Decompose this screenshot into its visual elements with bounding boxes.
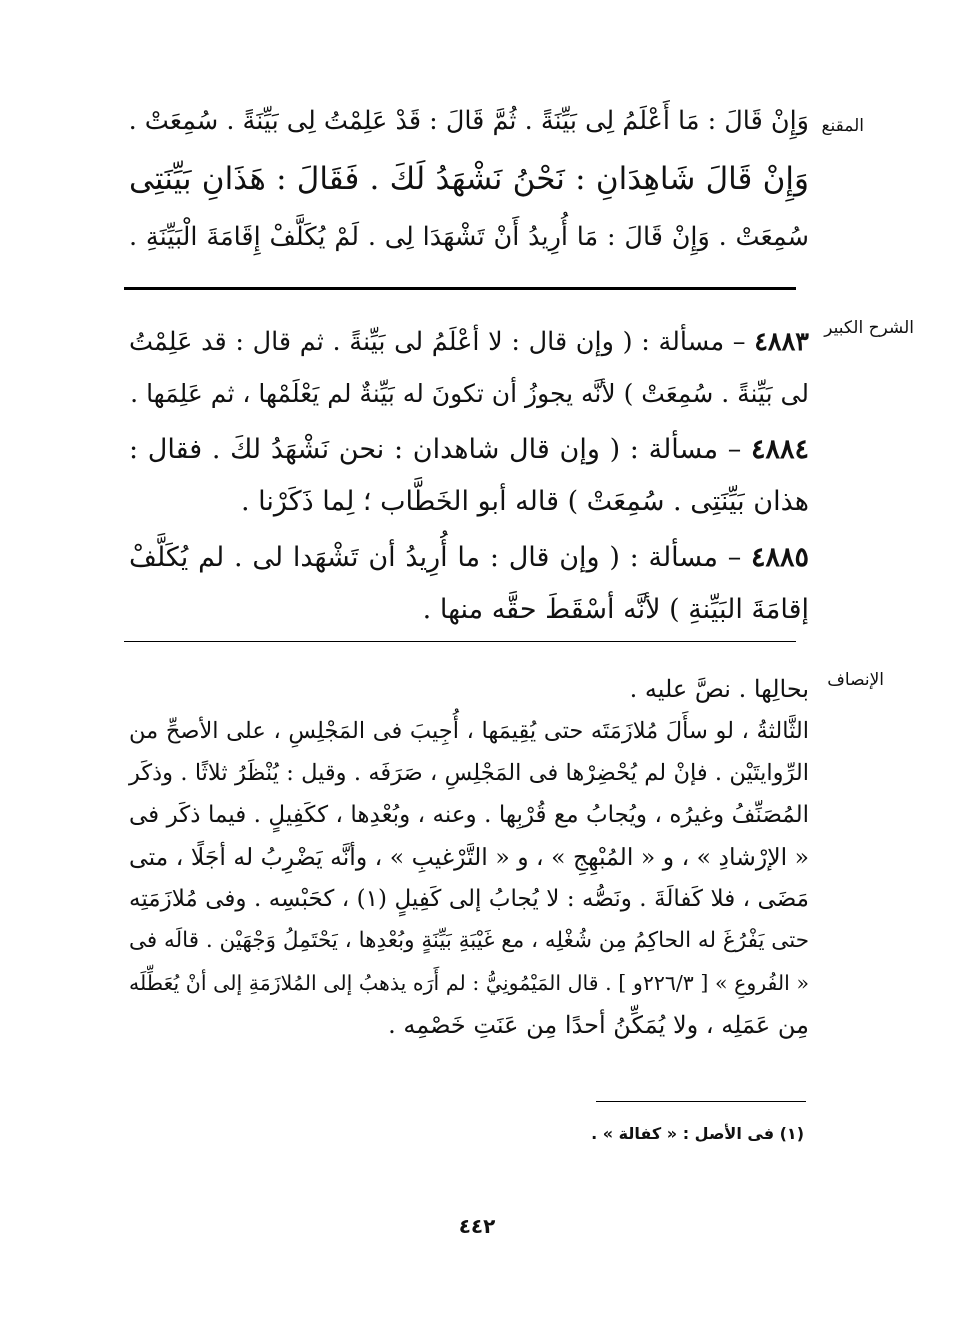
footnote: (١) فى الأصل : « كفالة » . bbox=[591, 1124, 804, 1143]
masala-line: إقامَةَ البَيِّنةِ ) لأنَّه أسْقَطَ حقَّه منها . bbox=[422, 594, 809, 625]
masala-4884 bbox=[129, 424, 809, 528]
masala-4885 bbox=[129, 532, 809, 636]
insaf-line: المُصَنِّفُ وغيرُه ، ويُجابُ مع قُرْبِها . وعنه ، وبُعْدِها ، ككَفِيلٍ . فيما ذكَر فى bbox=[129, 802, 809, 828]
section-divider-thin bbox=[124, 641, 796, 642]
muqni-line: وَإِنْ قَالَ شَاهِدَانِ : نَحْنُ نَشْهَدُ لَكَ . فَقَالَ : هَذَانِ بَيِّنَتِى bbox=[129, 161, 809, 197]
insaf-text bbox=[129, 668, 809, 1046]
insaf-line: « الفُروعِ » [ ٢٢٦/٣و ] . قال المَيْمُونِيُّ : لم أَرَه يذهبُ إلى المُلازَمَةِ إلى أنْ يُعَطِّلَه bbox=[129, 971, 810, 995]
sharh-text bbox=[129, 312, 809, 636]
insaf-line: « الإرْشادِ » ، و « المُبْهِجِ » ، و « التَّرْغيبِ » ، وأنَّه يَضْرِبُ له أجَلًا ، متى bbox=[129, 843, 809, 871]
label-sharh: الشرح الكبير bbox=[824, 318, 914, 338]
muqni-text bbox=[129, 92, 809, 266]
masala-number: ٤٨٨٤ bbox=[750, 434, 809, 465]
page-number: ٤٤٢ bbox=[458, 1214, 496, 1238]
masala-line: لى بَيِّنةً . سُمِعَتْ ) لأنَّه يجوزُ أن تكونَ له بَيِّنةٌ لم يَعْلَمْها ، ثم عَلِمَها . bbox=[130, 379, 809, 408]
insaf-line: مِن عَمَلِه ، ولا يُمَكِّنُ أحدًا مِن عَنَتِ خَصْمِه . bbox=[388, 1011, 809, 1039]
insaf-line: الرِّوايتَيْن . فإنْ لم يُحْضِرْها فى المَجْلِسِ ، صَرَفَه . وقيل : يُنْظَرُ ثلاثًا . وذكَر bbox=[129, 760, 809, 786]
insaf-line: مَضَى ، فلا كَفالَةَ . ونَصُّه : لا يُجابُ إلى كَفِيلٍ (١) ، كحَبْسِه . وفى مُلازَمَتِه bbox=[129, 886, 809, 912]
muqni-line: سُمِعَتْ . وَإِنْ قَالَ : مَا أُرِيدُ أَنْ تَشْهَدَا لِى . لَمْ يُكَلَّفْ إِقَامَةَ الْبَيِّنَةِ . bbox=[129, 222, 809, 252]
insaf-line: حتى يَفْرُغَ له الحاكِمُ مِن شُغْلِه ، مع غَيْبَةِ بَيِّنَةٍ وبُعْدِها ، يَحْتَمِلُ وَجْهَيْن . قالَه فى bbox=[129, 928, 809, 953]
masala-line: – مسألة : ( وإن قال : لا أعْلَمُ لى بَيِّنةً . ثم قال : قد عَلِمْتُ bbox=[129, 327, 746, 357]
label-muqni: المقنع bbox=[821, 116, 864, 136]
muqni-line: وَإِنْ قَالَ : مَا أَعْلَمُ لِى بَيِّنَةً . ثُمَّ قَالَ : قَدْ عَلِمْتُ لِى بَيِّنَةً . سُمِعَتْ . bbox=[128, 106, 809, 136]
section-divider-thick bbox=[124, 287, 796, 290]
insaf-line: الثَّالثةُ ، لو سأَلَ مُلازَمَتَه حتى يُقِيمَها ، أُجِيبَ فى المَجْلِسِ ، على الأصحِّ من bbox=[129, 718, 809, 744]
masala-line: – مسألة : ( وإن قال شاهدان : نحن نَشْهَدُ لكَ . فقال : bbox=[129, 434, 742, 465]
insaf-line: بحالِها . نصَّ عليه . bbox=[629, 675, 809, 703]
footnote-separator bbox=[596, 1101, 806, 1102]
label-insaf: الإنصاف bbox=[827, 670, 884, 690]
masala-4883 bbox=[129, 316, 809, 420]
masala-number: ٤٨٨٥ bbox=[750, 542, 809, 573]
masala-line: – مسألة : ( وإن قال : ما أُرِيدُ أن تَشْهَدا لى . لم يُكَلَّفْ bbox=[129, 542, 742, 573]
masala-line: هذان بَيِّنَتِى . سُمِعَتْ ) قاله أبو الخَطَّاب ؛ لِما ذَكَرْنا . bbox=[241, 486, 809, 517]
masala-number: ٤٨٨٣ bbox=[754, 327, 809, 357]
